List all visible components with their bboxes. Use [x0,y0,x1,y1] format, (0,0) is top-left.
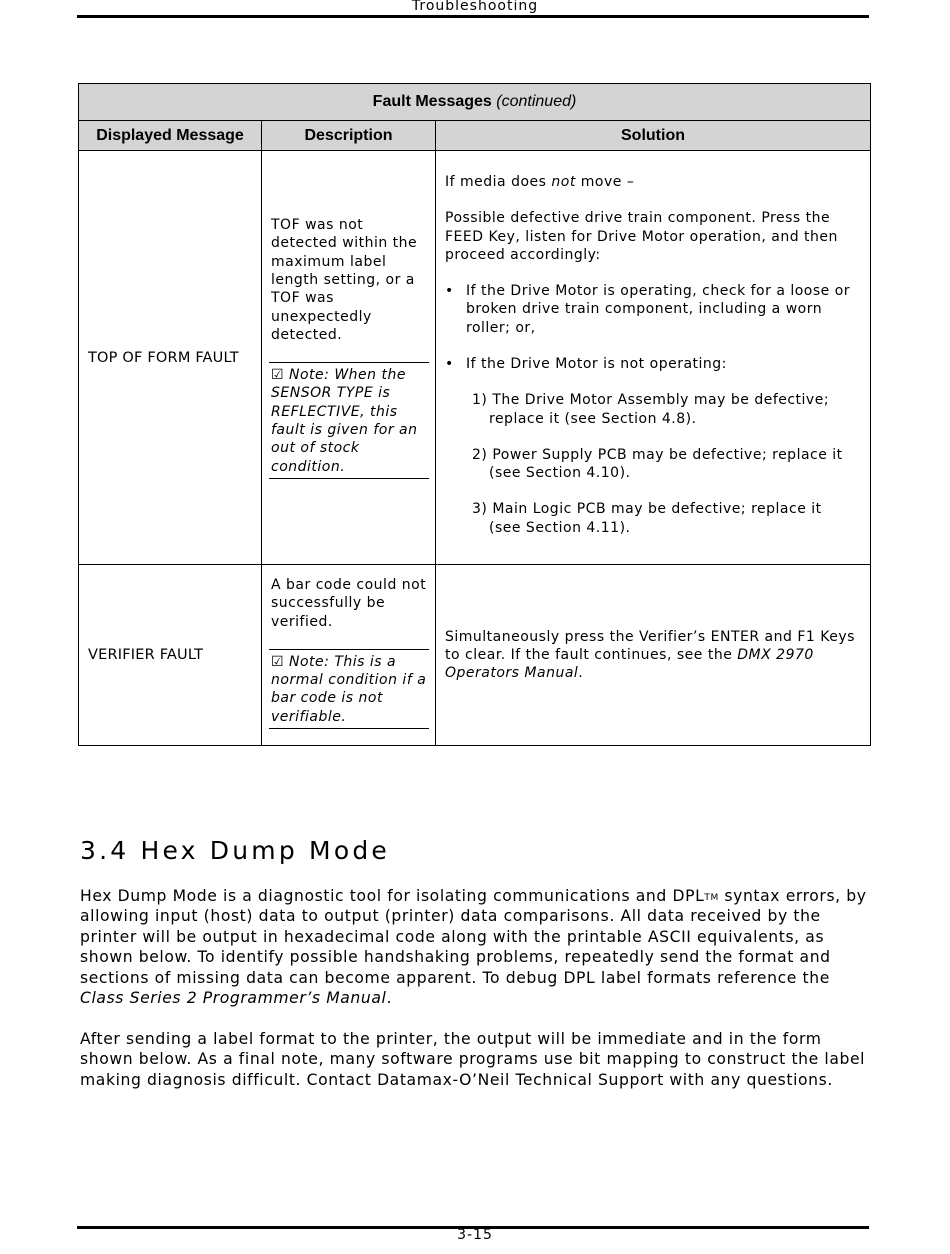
trademark-symbol: TM [704,893,719,903]
solution-intro-emphasis: not [551,173,576,190]
list-item-text: If the Drive Motor is operating, check for a loose or broken drive train component, including a worn roller; or, [466,283,851,336]
solution-paragraph: Possible defective drive train component. Press the FEED Key, listen for Drive Motor operation, and then proceed accordingly: [445,210,838,263]
header-rule [77,15,869,18]
solution-cell [436,151,871,565]
column-header-description: Description [262,121,436,151]
paragraph-text: syntax errors, by allowing input (host) data to output (printer) data comparisons. All data received by the printer will be output in hexadecimal code along with the printable ASCII equivalents, as shown below. To identify possible handshaking problems, repeatedly send the format and sections of missing data can become apparent. To debug DPL label formats reference the [80,887,867,987]
column-header-solution: Solution [436,121,871,151]
note-box [269,362,429,479]
note-box [269,649,429,729]
fault-messages-table [78,83,871,746]
numbered-step [445,446,864,483]
list-item [445,355,864,373]
bullet-icon: • [445,283,454,300]
solution-text-main: Simultaneously press the Verifier’s ENTER and F1 Keys to clear. If the fault continues, see the [445,628,855,663]
checkbox-note-icon: ☑ [271,367,285,384]
note-text: Note: When the SENSOR TYPE is REFLECTIVE, this fault is given for an out of stock condition. [271,367,418,475]
manual-reference: DMX 2970 Operators Manual [445,646,814,682]
description-cell [262,565,436,746]
table-row [79,151,871,565]
solution-intro-suffix: move – [575,173,635,190]
table-caption-row [79,84,871,121]
page-number: 3-15 [457,1227,493,1243]
body-paragraph [80,886,870,1008]
note-text: Note: This is a normal condition if a bar code is not verifiable. [271,653,427,725]
running-header: Troubleshooting [411,0,539,14]
description-text: A bar code could not successfully be verified. [271,576,427,630]
numbered-step [445,391,864,428]
step-text-continued: (see Section 4.11). [489,519,631,536]
solution-intro-text: If media does [445,173,552,190]
manual-reference: Class Series 2 Programmer’s Manual [80,989,387,1008]
step-text: 2) Power Supply PCB may be defective; replace it [472,446,843,463]
solution-intro [445,173,864,191]
body-paragraph: After sending a label format to the printer, the output will be immediate and in the form shown below. As a final note, many software programs use bit mapping to construct the label making diagnosis difficult. Contact Datamax-O’Neil Technical Support with any questions. [80,1030,866,1089]
list-item [445,282,864,337]
description-cell [262,151,436,565]
step-text-continued: (see Section 4.10). [489,465,631,482]
displayed-message: VERIFIER FAULT [79,565,262,746]
column-header-message: Displayed Message [79,121,262,151]
step-text-continued: replace it (see Section 4.8). [489,410,697,427]
checkbox-note-icon: ☑ [271,653,285,670]
table-caption-continued: (continued) [496,93,577,110]
bullet-icon: • [445,356,454,372]
section-heading: 3.4 Hex Dump Mode [80,836,390,865]
description-text: TOF was not detected within the maximum label length setting, or a TOF was unexpectedly detected. [271,217,418,343]
paragraph-text: Hex Dump Mode is a diagnostic tool for isolating communications and DPL [80,887,705,905]
table-header-row [79,121,871,151]
step-text: 3) Main Logic PCB may be defective; replace it [472,501,822,518]
table-caption [79,84,871,121]
solution-cell [436,565,871,746]
step-text: 1) The Drive Motor Assembly may be defective; [472,392,830,409]
solution-text [445,628,864,683]
table-caption-title: Fault Messages [372,93,492,110]
solution-text-suffix: . [578,665,584,682]
numbered-step [445,500,864,537]
list-item-text: If the Drive Motor is not operating: [466,356,727,372]
displayed-message: TOP OF FORM FAULT [79,151,262,565]
table-row [79,565,871,746]
paragraph-text: . [386,989,393,1008]
